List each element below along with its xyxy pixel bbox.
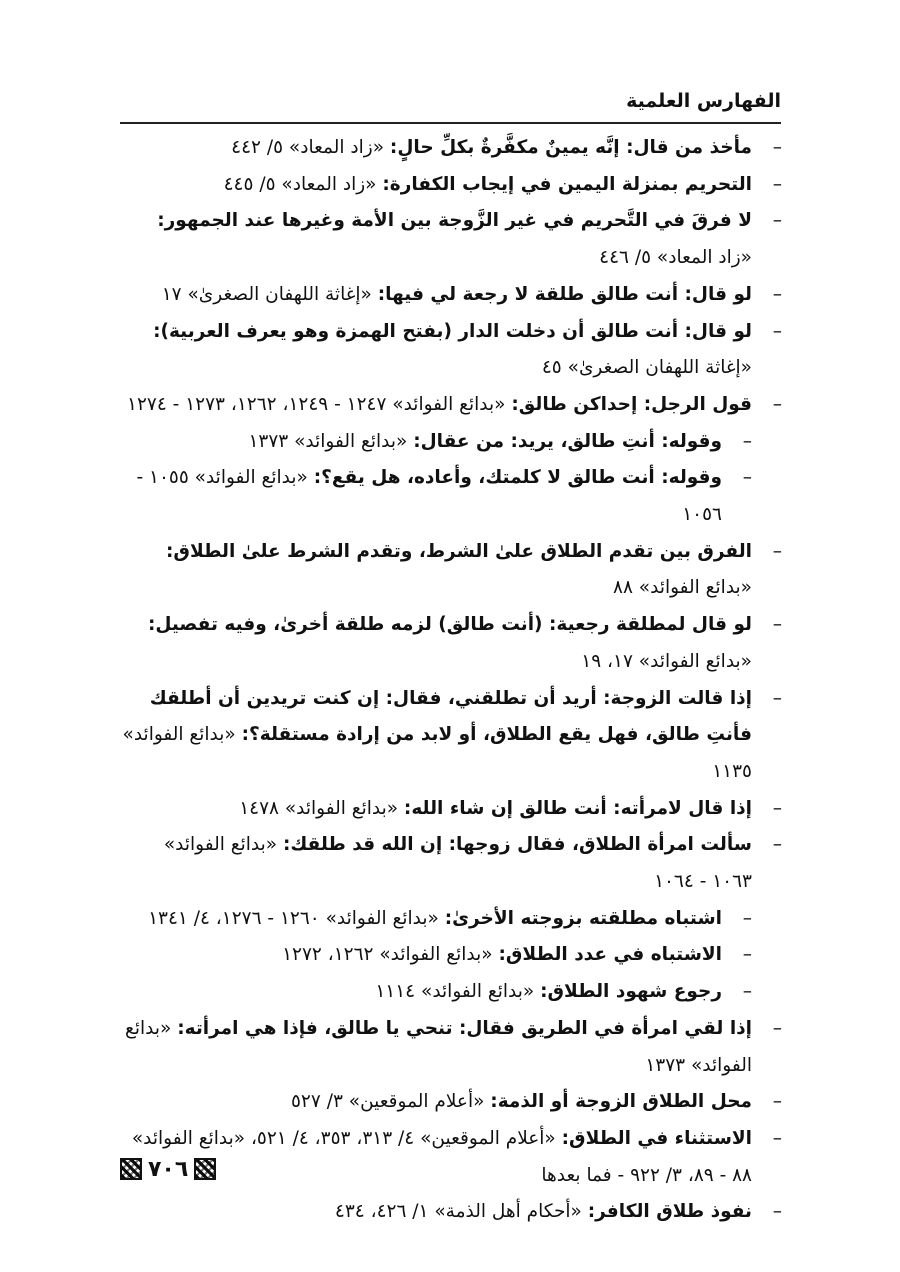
entry-reference: «بدائع الفوائد» ١٢٤٧ - ١٢٤٩، ١٢٦٢، ١٢٧٣ - ١٢٧٤ <box>127 393 512 415</box>
entry-title: وقوله: أنت طالق لا كلمتك، وأعاده، هل يقع؟: <box>313 467 722 489</box>
entry-reference: «إغاثة اللهفان الصغرىٰ» ٤٥ <box>541 357 752 379</box>
entry-reference: «بدائع الفوائد» ١٣٧٣ <box>125 1017 752 1076</box>
ornament-square-icon <box>120 1158 142 1180</box>
entry-dash: – <box>772 540 782 562</box>
entry-reference: «بدائع الفوائد» ٨٨ <box>613 577 752 599</box>
entry-dash: – <box>772 687 782 709</box>
index-subentry <box>122 460 782 533</box>
entry-dash: – <box>772 320 782 342</box>
entry-dash: – <box>742 981 752 1003</box>
entry-reference: «بدائع الفوائد» ١١١٤ <box>375 981 541 1003</box>
entry-reference: «بدائع الفوائد» ١٤٧٨ <box>239 797 404 819</box>
entry-title: رجوع شهود الطلاق: <box>540 981 722 1003</box>
entry-reference: «بدائع الفوائد» ١٢٦٠ - ١٢٧٦، ٤/ ١٣٤١ <box>148 907 445 929</box>
entry-title: لو قال: أنت طالق أن دخلت الدار (بفتح الهمزة وهو يعرف العربية): <box>153 320 752 342</box>
index-entry <box>122 1121 782 1194</box>
index-entry <box>122 1194 782 1231</box>
index-entry <box>122 1011 782 1084</box>
index-subentry <box>122 937 782 974</box>
entry-dash: – <box>772 1201 782 1223</box>
entry-title: نفوذ طلاق الكافر: <box>587 1201 752 1223</box>
entry-title: إذا قالت الزوجة: أريد أن تطلقني، فقال: إن كنت تريدين أن أطلقك فأنتِ طالق، فهل يقع الطلاق، أو لابد من إرادة مستقلة؟: <box>149 687 752 746</box>
entry-dash: – <box>772 1127 782 1149</box>
entry-title: الاستثناء في الطلاق: <box>561 1127 752 1149</box>
entry-title: الاشتباه في عدد الطلاق: <box>498 944 722 966</box>
entry-dash: – <box>772 283 782 305</box>
entry-title: سألت امرأة الطلاق، فقال زوجها: إن الله قد طلقك: <box>282 834 752 856</box>
entry-reference: «بدائع الفوائد» ١٠٥٥ - ١٠٥٦ <box>136 467 722 526</box>
index-entry <box>122 681 782 791</box>
entry-title: لا فرقَ في التَّحريم في غير الزَّوجة بين الأمة وغيرها عند الجمهور: <box>157 210 752 232</box>
entry-title: اشتباه مطلقته بزوجته الأخرىٰ: <box>444 907 722 929</box>
entry-dash: – <box>772 393 782 415</box>
entry-dash: – <box>772 1017 782 1039</box>
entry-dash: – <box>772 834 782 856</box>
entry-dash: – <box>742 467 752 489</box>
index-subentry <box>122 424 782 461</box>
entry-title: محل الطلاق الزوجة أو الذمة: <box>490 1091 752 1113</box>
entry-reference: «بدائع الفوائد» ١٣٧٣ <box>248 430 414 452</box>
entry-dash: – <box>742 944 752 966</box>
index-entry <box>122 277 782 314</box>
running-header <box>120 88 781 124</box>
entry-title: مأخذ من قال: إنَّه يمينٌ مكفَّرةٌ بكلِّ حالٍ: <box>389 137 752 158</box>
entry-reference: «بدائع الفوائد» ١٠٦٣ - ١٠٦٤ <box>163 834 752 893</box>
index-entry <box>122 1084 782 1121</box>
entry-dash: – <box>772 614 782 636</box>
entry-title: قول الرجل: إحداكن طالق: <box>511 393 752 415</box>
index-subentry <box>122 974 782 1011</box>
entry-title: إذا قال لامرأته: أنت طالق إن شاء الله: <box>403 797 752 819</box>
entry-reference: «بدائع الفوائد» ١١٣٥ <box>122 724 752 782</box>
entry-title: إذا لقي امرأة في الطريق فقال: تنحي يا طالق، فإذا هي امرأته: <box>177 1017 752 1039</box>
entry-dash: – <box>772 173 782 195</box>
page-footer <box>120 1152 216 1186</box>
page-number: ٧٠٦ <box>148 1156 189 1182</box>
ornament-square-icon <box>194 1158 216 1180</box>
entry-reference: «أحكام أهل الذمة» ١/ ٤٢٦، ٤٣٤ <box>334 1201 588 1223</box>
index-entry <box>122 203 782 276</box>
index-entries <box>122 130 782 1231</box>
entry-title: لو قال لمطلقة رجعية: (أنت طالق) لزمه طلقة أخرىٰ، وفيه تفصيل: <box>147 614 752 636</box>
index-entry <box>122 130 782 167</box>
entry-dash: – <box>772 1091 782 1113</box>
entry-title: لو قال: أنت طالق طلقة لا رجعة لي فيها: <box>377 283 752 305</box>
index-entry <box>122 791 782 828</box>
entry-reference: «أعلام الموقعين» ٣/ ٥٢٧ <box>291 1091 491 1113</box>
index-entry <box>122 314 782 387</box>
entry-dash: – <box>742 430 752 452</box>
entry-reference: «زاد المعاد» ٥/ ٤٤٦ <box>599 247 752 269</box>
index-entry <box>122 387 782 424</box>
index-subentry <box>122 901 782 938</box>
entry-title: التحريم بمنزلة اليمين في إيجاب الكفارة: <box>382 173 752 195</box>
entry-dash: – <box>742 907 752 929</box>
entry-title: الفرق بين تقدم الطلاق علىٰ الشرط، وتقدم الشرط علىٰ الطلاق: <box>166 540 752 562</box>
header-title: الفهارس العلمية <box>626 90 781 112</box>
index-entry <box>122 827 782 900</box>
entry-reference: «بدائع الفوائد» ١٢٦٢، ١٢٧٢ <box>282 944 499 966</box>
entry-reference: «بدائع الفوائد» ١٧، ١٩ <box>581 650 752 672</box>
entry-reference: «أعلام الموقعين» ٤/ ٣١٣، ٣٥٣، ٤/ ٥٢١، «بدائع الفوائد» ٨٨ - ٨٩، ٣/ ٩٢٢ - فما بعدها <box>131 1127 752 1186</box>
index-entry <box>122 167 782 204</box>
index-entry <box>122 607 782 680</box>
entry-reference: «إغاثة اللهفان الصغرىٰ» ١٧ <box>161 283 378 305</box>
index-entry <box>122 534 782 607</box>
entry-dash: – <box>772 210 782 232</box>
entry-reference: «زاد المعاد» ٥/ ٤٤٢ <box>231 137 390 158</box>
entry-title: وقوله: أنتِ طالق، يريد: من عقال: <box>413 430 722 452</box>
entry-dash: – <box>772 137 782 158</box>
entry-reference: «زاد المعاد» ٥/ ٤٤٥ <box>223 173 383 195</box>
entry-dash: – <box>772 797 782 819</box>
